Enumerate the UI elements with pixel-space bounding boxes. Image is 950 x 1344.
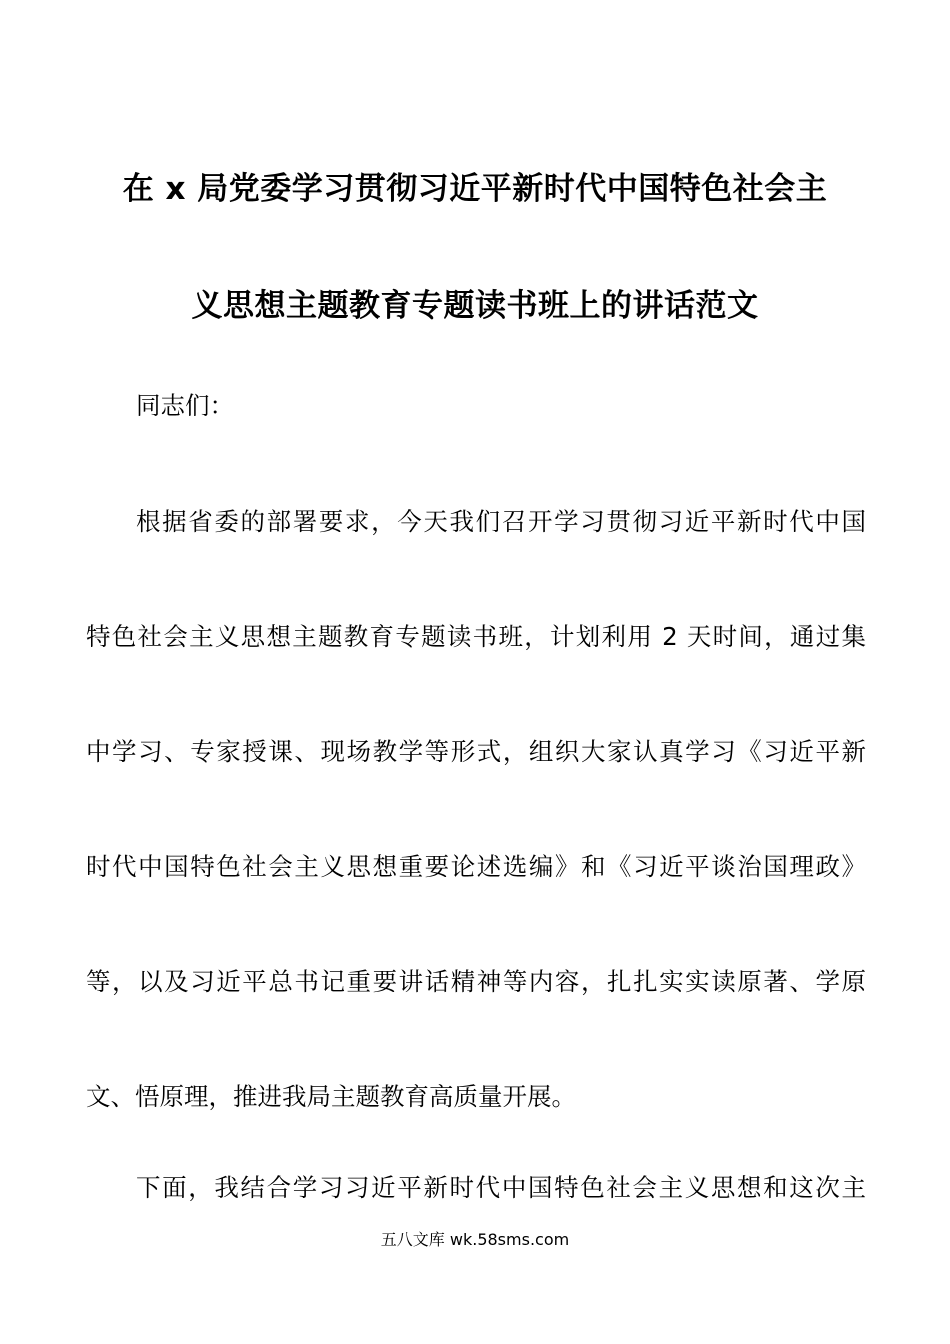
document-title-line-2: 义思想主题教育专题读书班上的讲话范文 [191, 288, 759, 324]
document-title-line-1: 在 x 局党委学习贯彻习近平新时代中国特色社会主 [122, 171, 828, 207]
paragraph-1-line-2: 特色社会主义思想主题教育专题读书班，计划利用 2 天时间，通过集 [86, 622, 866, 651]
paragraph-1-line-4: 时代中国特色社会主义思想重要论述选编》和《习近平谈治国理政》 [86, 852, 866, 881]
paragraph-1-line-3: 中学习、专家授课、现场教学等形式，组织大家认真学习《习近平新 [86, 737, 866, 766]
paragraph-1-line-6: 文、悟原理，推进我局主题教育高质量开展。 [86, 1082, 576, 1111]
paragraph-1-line-5: 等，以及习近平总书记重要讲话精神等内容，扎扎实实读原著、学原 [86, 967, 866, 996]
paragraph-2-line-1: 下面，我结合学习习近平新时代中国特色社会主义思想和这次主 [136, 1173, 866, 1202]
paragraph-1-line-1: 根据省委的部署要求，今天我们召开学习贯彻习近平新时代中国 [136, 507, 866, 536]
salutation: 同志们： [136, 391, 234, 420]
footer-watermark: 五八文库 wk.58sms.com [380, 1230, 570, 1249]
